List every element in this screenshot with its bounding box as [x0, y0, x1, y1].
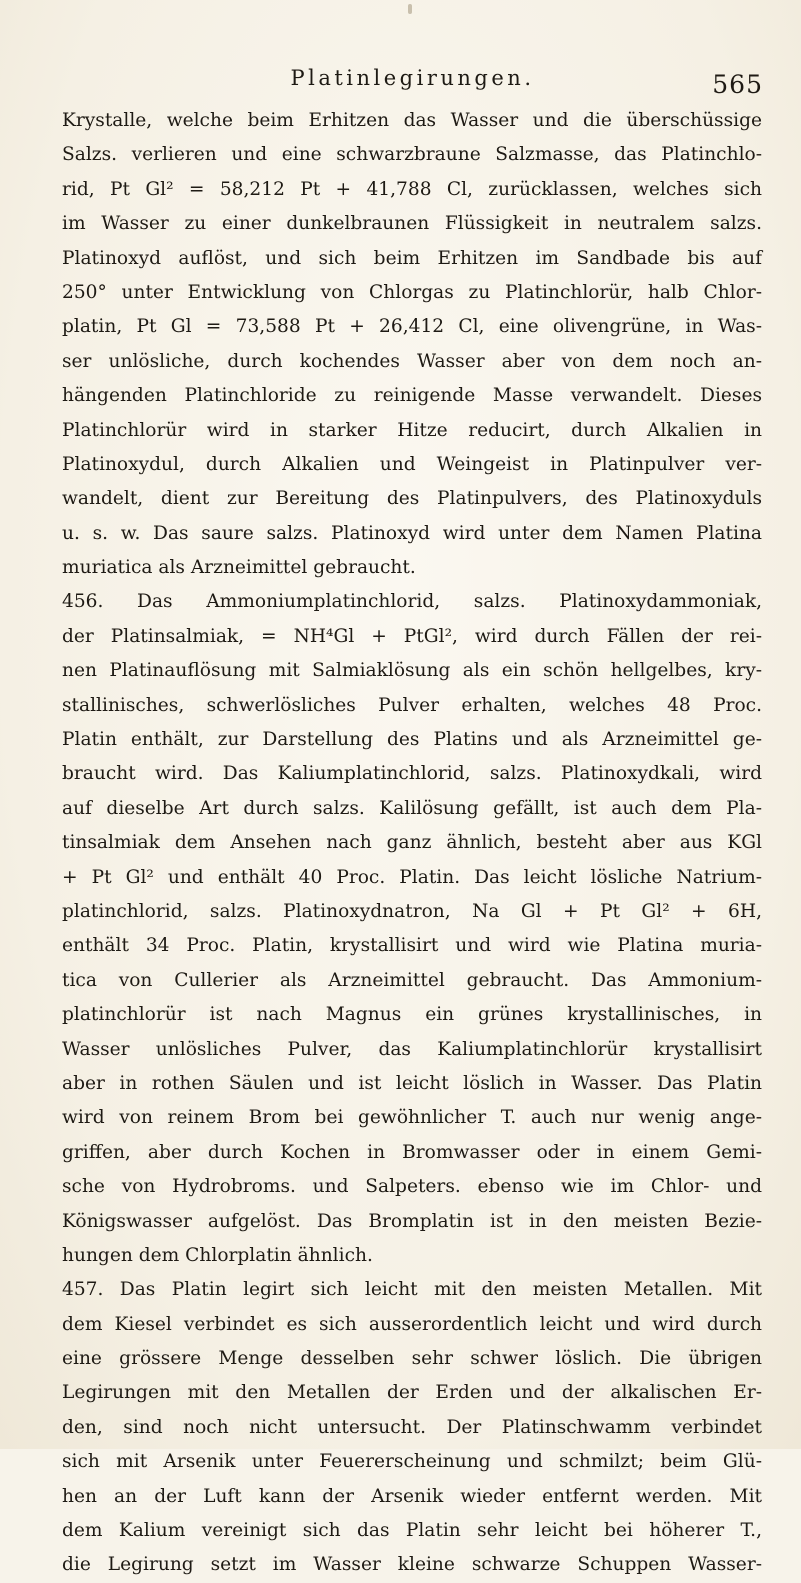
text-line: dem Kiesel verbindet es sich ausserordentlich leicht und wird durch	[62, 1313, 762, 1335]
text-line: griffen, aber durch Kochen in Bromwasser oder in einem Gemi-	[62, 1141, 762, 1163]
text-line: der Platinsalmiak, = NH⁴Gl + PtGl², wird durch Fällen der rei-	[62, 625, 762, 647]
text-line: Wasser unlösliches Pulver, das Kaliumplatinchlorür krystallisirt	[62, 1038, 762, 1060]
text-line: nen Platinauflösung mit Salmiaklösung als ein schön hellgelbes, kry-	[62, 660, 762, 682]
text-line: die Legirung setzt im Wasser kleine schwarze Schuppen Wasser-	[62, 1554, 762, 1576]
text-line: hen an der Luft kann der Arsenik wieder entfernt werden. Mit	[62, 1485, 762, 1507]
text-line: Legirungen mit den Metallen der Erden und der alkalischen Er-	[62, 1382, 762, 1404]
text-line: Platin enthält, zur Darstellung des Platins und als Arzneimittel ge-	[62, 729, 762, 751]
text-line: im Wasser zu einer dunkelbraunen Flüssigkeit in neutralem salzs.	[62, 213, 762, 235]
text-line: ser unlösliche, durch kochendes Wasser aber von dem noch an-	[62, 350, 762, 372]
text-line: stallinisches, schwerlösliches Pulver erhalten, welches 48 Proc.	[62, 694, 762, 716]
paragraph-start-456: 456. Das Ammoniumplatinchlorid, salzs. Platinoxydammoniak,	[62, 591, 762, 613]
ink-spot	[408, 4, 412, 14]
text-line: wandelt, dient zur Bereitung des Platinpulvers, des Platinoxyduls	[62, 488, 762, 510]
text-line: Königswasser aufgelöst. Das Bromplatin ist in den meisten Bezie-	[62, 1210, 762, 1232]
text-line: dem Kalium vereinigt sich das Platin sehr leicht bei höherer T.,	[62, 1520, 762, 1542]
text-line: Platinchlorür wird in starker Hitze reducirt, durch Alkalien in	[62, 419, 762, 441]
text-line: platin, Pt Gl = 73,588 Pt + 26,412 Cl, eine olivengrüne, in Was-	[62, 316, 762, 338]
page-number: 565	[712, 70, 763, 99]
text-line: hängenden Platinchloride zu reinigende Masse verwandelt. Dieses	[62, 385, 762, 407]
text-line: wird von reinem Brom bei gewöhnlicher T. auch nur wenig ange-	[62, 1107, 762, 1129]
paragraph-start-457: 457. Das Platin legirt sich leicht mit den meisten Metallen. Mit	[62, 1279, 762, 1301]
paragraph-end-line: hungen dem Chlorplatin ähnlich.	[62, 1244, 373, 1266]
text-line: platinchlorid, salzs. Platinoxydnatron, Na Gl + Pt Gl² + 6H,	[62, 900, 762, 922]
paragraph-end-line: muriatica als Arzneimittel gebraucht.	[62, 557, 416, 579]
text-line: rid, Pt Gl² = 58,212 Pt + 41,788 Cl, zurücklassen, welches sich	[62, 178, 762, 200]
text-line: eine grössere Menge desselben sehr schwer löslich. Die übrigen	[62, 1348, 762, 1370]
text-line: enthält 34 Proc. Platin, krystallisirt und wird wie Platina muria-	[62, 935, 762, 957]
text-line: Platinoxydul, durch Alkalien und Weingeist in Platinpulver ver-	[62, 453, 762, 475]
running-head: Platinlegirungen.	[290, 66, 535, 90]
text-line: Platinoxyd auflöst, und sich beim Erhitzen im Sandbade bis auf	[62, 247, 762, 269]
text-line: Salzs. verlieren und eine schwarzbraune Salzmasse, das Platinchlo-	[62, 144, 762, 166]
text-line: auf dieselbe Art durch salzs. Kalilösung gefällt, ist auch dem Pla-	[62, 797, 762, 819]
text-line: u. s. w. Das saure salzs. Platinoxyd wird unter dem Namen Platina	[62, 522, 762, 544]
text-line: tica von Cullerier als Arzneimittel gebraucht. Das Ammonium-	[62, 969, 762, 991]
body-text	[62, 104, 762, 1583]
page-header	[62, 66, 763, 106]
text-line: sich mit Arsenik unter Feuererscheinung und schmilzt; beim Glü-	[62, 1451, 762, 1473]
text-line: 250° unter Entwicklung von Chlorgas zu Platinchlorür, halb Chlor-	[62, 281, 762, 303]
text-line: + Pt Gl² und enthält 40 Proc. Platin. Das leicht lösliche Natrium-	[62, 866, 762, 888]
text-line: platinchlorür ist nach Magnus ein grünes krystallinisches, in	[62, 1004, 762, 1026]
text-line: den, sind noch nicht untersucht. Der Platinschwamm verbindet	[62, 1416, 762, 1438]
text-line: sche von Hydrobroms. und Salpeters. ebenso wie im Chlor- und	[62, 1176, 762, 1198]
text-line: tinsalmiak dem Ansehen nach ganz ähnlich, besteht aber aus KGl	[62, 832, 762, 854]
text-line: braucht wird. Das Kaliumplatinchlorid, salzs. Platinoxydkali, wird	[62, 763, 762, 785]
text-line: Krystalle, welche beim Erhitzen das Wasser und die überschüssige	[62, 110, 762, 131]
text-line: aber in rothen Säulen und ist leicht löslich in Wasser. Das Platin	[62, 1072, 762, 1094]
